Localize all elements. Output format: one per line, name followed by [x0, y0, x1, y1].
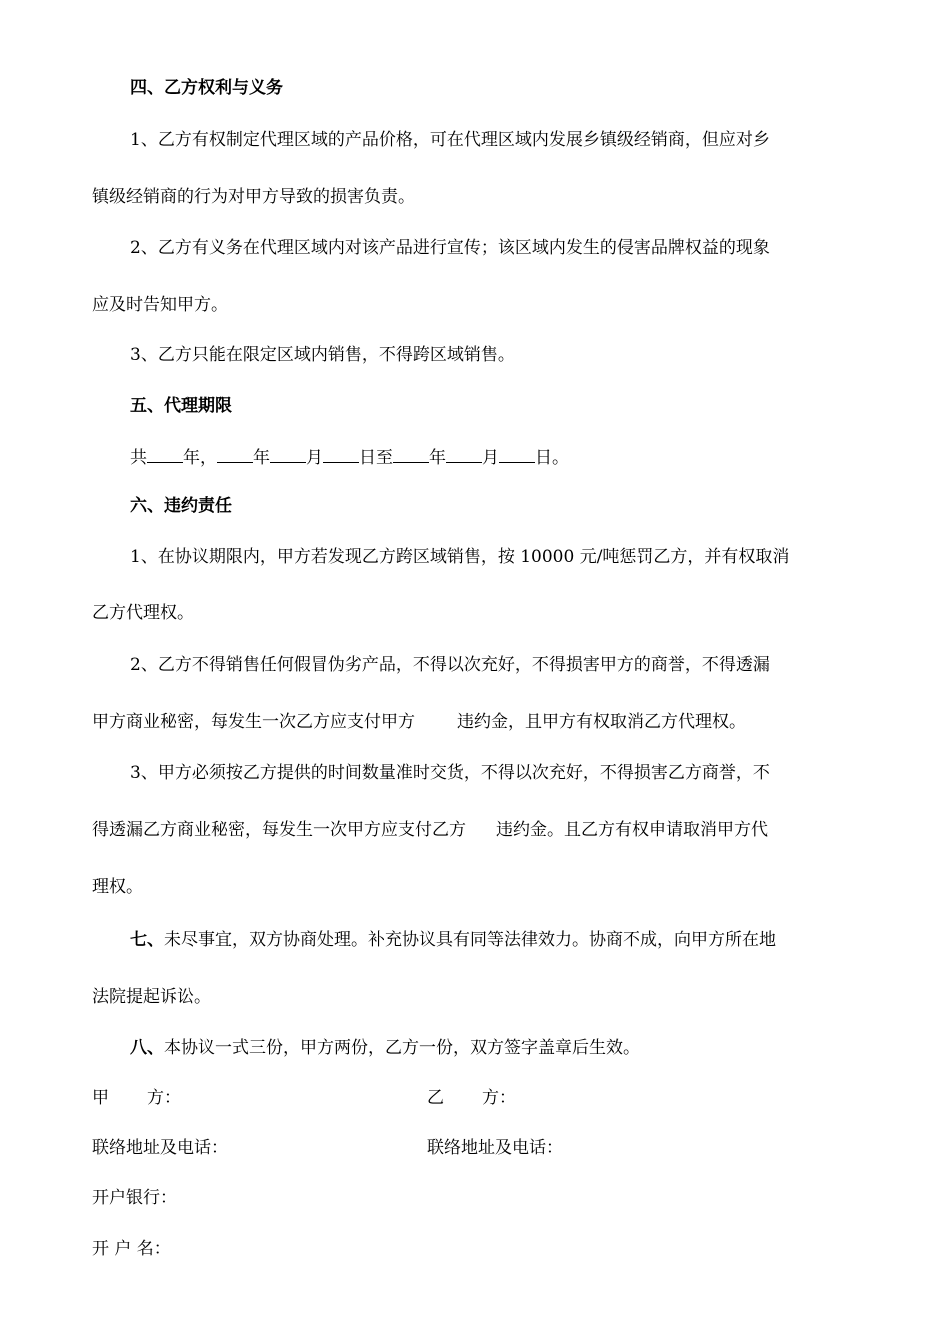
section-7-line-1: [130, 928, 776, 952]
term-text-years: 年，: [183, 448, 217, 468]
section-6-item-2-line-2-part-b: 违约金，且甲方有权取消乙方代理权。: [457, 712, 746, 732]
agency-term-line: [130, 444, 569, 470]
end-month-blank[interactable]: [446, 444, 482, 463]
term-text-end-year: 年: [429, 448, 446, 468]
party-b-char-1: 乙: [427, 1088, 444, 1108]
section-6-item-1-line-2: 乙方代理权。: [92, 603, 194, 623]
term-text-day-to: 日至: [359, 448, 393, 468]
start-month-blank[interactable]: [270, 444, 306, 463]
section-5-heading: 五、代理期限: [130, 396, 232, 416]
term-text-end-day: 日。: [535, 448, 569, 468]
party-a-label: [92, 1086, 181, 1110]
start-day-blank[interactable]: [323, 444, 359, 463]
section-8-text: 本协议一式三份，甲方两份，乙方一份，双方签字盖章后生效。: [164, 1038, 640, 1058]
bank-label: 开户银行：: [92, 1188, 177, 1208]
section-6-item-2-line-2-part-a: 甲方商业秘密，每发生一次乙方应支付甲方: [92, 712, 415, 732]
section-4-item-1-line-2: 镇级经销商的行为对甲方导致的损害负责。: [92, 187, 415, 207]
party-b-char-2: 方：: [482, 1088, 516, 1108]
end-day-blank[interactable]: [499, 444, 535, 463]
party-a-char-2: 方：: [147, 1088, 181, 1108]
term-text-end-month: 月: [482, 448, 499, 468]
section-4-heading: 四、乙方权利与义务: [130, 78, 283, 98]
section-6-heading: 六、违约责任: [130, 496, 232, 516]
term-text-year: 年: [253, 448, 270, 468]
section-6-item-2-line-2: [92, 710, 746, 734]
section-6-item-3-line-2: [92, 818, 768, 842]
section-7-line-2: 法院提起诉讼。: [92, 987, 211, 1007]
section-6-item-3-line-2-part-b: 违约金。且乙方有权申请取消甲方代: [496, 820, 768, 840]
section-4-item-3: 3、乙方只能在限定区域内销售，不得跨区域销售。: [130, 345, 515, 365]
term-years-blank[interactable]: [147, 444, 183, 463]
section-7-text: 未尽事宜，双方协商处理。补充协议具有同等法律效力。协商不成，向甲方所在地: [164, 930, 776, 950]
party-b-label: [427, 1086, 516, 1110]
section-6-item-2-line-1: 2、乙方不得销售任何假冒伪劣产品，不得以次充好，不得损害甲方的商誉，不得透漏: [130, 655, 770, 675]
section-8-number: 八、: [130, 1038, 164, 1058]
section-4-item-1-line-1: 1、乙方有权制定代理区域的产品价格，可在代理区域内发展乡镇级经销商，但应对乡: [130, 130, 770, 150]
start-year-blank[interactable]: [217, 444, 253, 463]
section-6-item-3-line-2-part-a: 得透漏乙方商业秘密，每发生一次甲方应支付乙方: [92, 820, 466, 840]
section-6-item-1-line-1: 1、在协议期限内，甲方若发现乙方跨区域销售，按 10000 元/吨惩罚乙方，并有权取消: [130, 547, 790, 567]
end-year-blank[interactable]: [393, 444, 429, 463]
section-6-item-3-line-1: 3、甲方必须按乙方提供的时间数量准时交货，不得以次充好，不得损害乙方商誉，不: [130, 763, 770, 783]
party-b-contact-label: 联络地址及电话：: [427, 1138, 563, 1158]
term-text-month: 月: [306, 448, 323, 468]
party-a-char-1: 甲: [92, 1088, 109, 1108]
section-8-line: [130, 1036, 640, 1060]
section-4-item-2-line-1: 2、乙方有义务在代理区域内对该产品进行宣传；该区域内发生的侵害品牌权益的现象: [130, 238, 770, 258]
section-7-number: 七、: [130, 930, 164, 950]
section-4-item-2-line-2: 应及时告知甲方。: [92, 295, 228, 315]
party-a-contact-label: 联络地址及电话：: [92, 1138, 228, 1158]
section-6-item-3-line-3: 理权。: [92, 877, 143, 897]
account-name-label: 开 户 名：: [92, 1239, 171, 1259]
term-text-total: 共: [130, 448, 147, 468]
